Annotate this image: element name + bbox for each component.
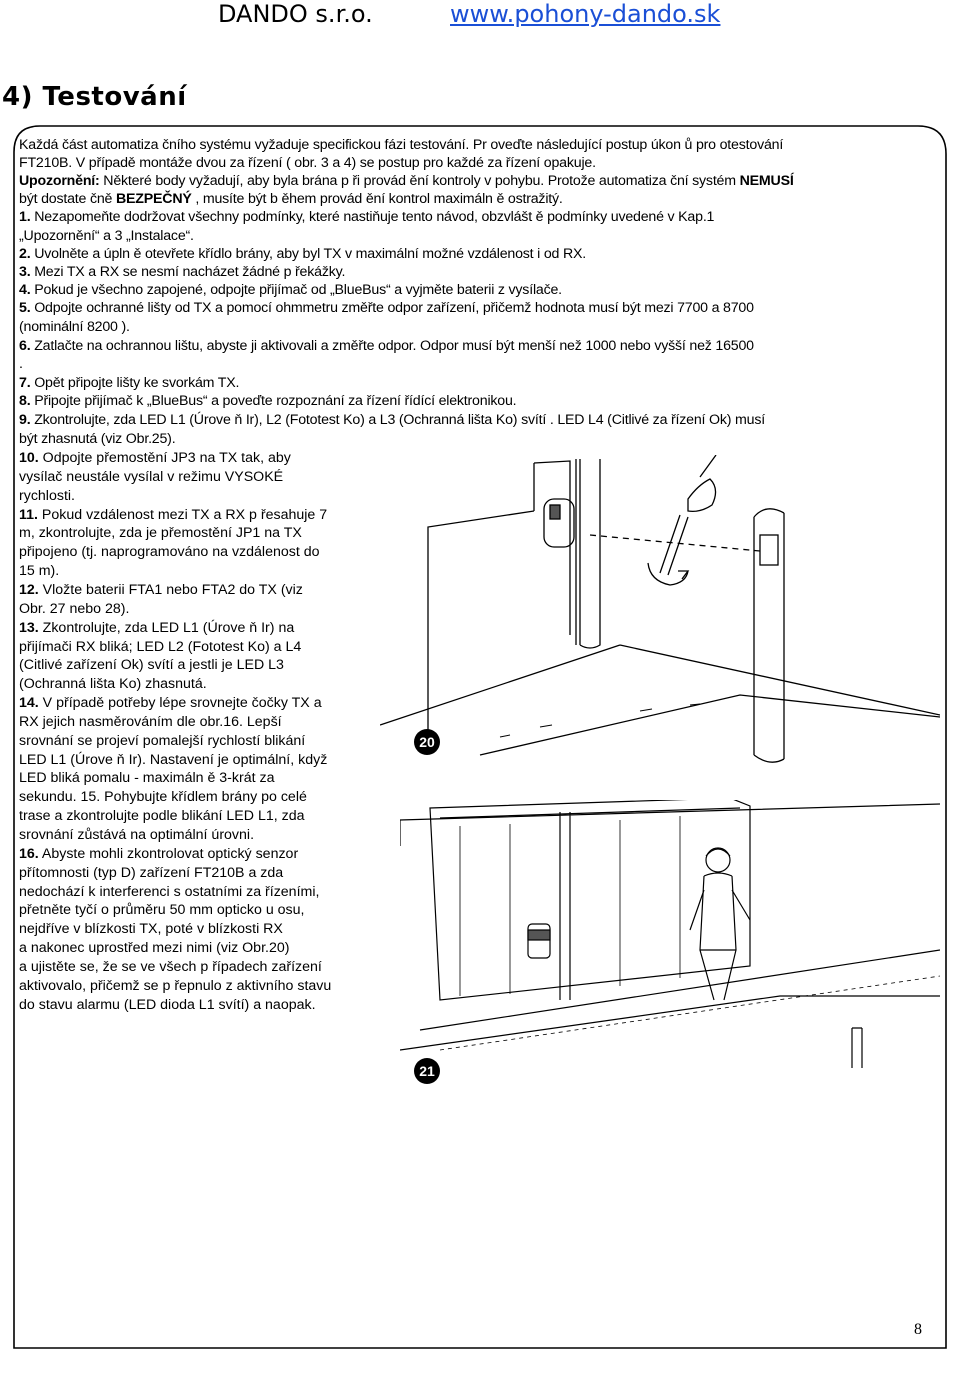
narrow-step-line: [19, 713, 379, 731]
narrow-step-line: [19, 958, 379, 976]
narrow-step-line: [19, 619, 379, 637]
step-number: 9.: [19, 412, 31, 428]
narrow-step-line: [19, 543, 379, 561]
step-text: RX jejich nasměrováním dle obr.16. Lepší: [19, 714, 282, 730]
warning-label: Upozornění:: [19, 173, 100, 189]
intro-line-1: Každá část automatiza čního systému vyžaduje specifickou fázi testování. Pr oveďte následující postup úkon ů pro otestování: [19, 137, 784, 153]
step-1-line-2: [19, 227, 194, 245]
step-text: Odpojte ochranné lišty od TX a pomocí ohmmetru změřte odpor zařízení, přičemž hodnota musí být mezi 7700 a 8700: [34, 300, 754, 316]
step-text: V případě potřeby lépe srovnejte čočky TX a: [38, 695, 322, 711]
step-number: 7.: [19, 375, 31, 391]
narrow-step-line: [19, 826, 379, 844]
narrow-step-line: [19, 694, 379, 712]
step-text: Zkontrolujte, zda LED L1 (Úrove ň Ir) na: [38, 620, 295, 636]
step-text: Zatlačte na ochrannou lištu, abyste ji aktivovali a změřte odpor. Odpor musí být menší než 1000 nebo vyšší než 16500: [34, 338, 754, 354]
step-text: aktivovalo, přičemž se p řepnulo z aktivního stavu: [19, 978, 332, 994]
narrow-step-line: [19, 449, 379, 467]
step-text: m, zkontrolujte, zda je přemostění JP1 na TX: [19, 525, 302, 541]
step-number: 8.: [19, 393, 31, 409]
step-number: 6.: [19, 338, 31, 354]
step-text: sekundu. 15. Pohybujte křídlem brány po celé: [19, 789, 307, 805]
step-8-line-1: [19, 392, 516, 410]
narrow-step-line: [19, 656, 379, 674]
step-3-line-1: [19, 263, 345, 281]
step-4-line-1: [19, 281, 562, 299]
warning-line-1: [19, 172, 794, 190]
narrow-step-line: [19, 468, 379, 486]
warning-emphasis: NEMUSÍ: [739, 173, 794, 189]
narrow-step-line: [19, 524, 379, 542]
step-text: LED bliká pomalu - maximáln ě 3-krát za: [19, 770, 275, 786]
narrow-step-line: [19, 487, 379, 505]
step-text: srovnání zůstává na optimální úrovni.: [19, 827, 255, 843]
step-text: nedochází k interferenci s ostatními za řízeními,: [19, 884, 320, 900]
step-number: 5.: [19, 300, 31, 316]
step-text: (Ochranná lišta Ko) zhasnutá.: [19, 676, 207, 692]
step-2-line-1: [19, 245, 586, 263]
step-text: nejdříve v blízkosti TX, poté v blízkosti RX: [19, 921, 283, 937]
narrow-step-line: [19, 769, 379, 787]
header-company: DANDO s.r.o.: [218, 0, 373, 28]
step-text: Odpojte přemostění JP3 na TX tak, aby: [38, 450, 291, 466]
warning-emphasis: BEZPEČNÝ: [115, 191, 192, 207]
step-text: Abyste mohli zkontrolovat optický senzor: [38, 846, 299, 862]
narrow-step-line: [19, 845, 379, 863]
step-text: rychlosti.: [19, 488, 75, 504]
narrow-step-line: [19, 977, 379, 995]
step-text: LED L1 (Úrove ň Ir). Nastavení je optimální, když: [19, 752, 328, 768]
step-text: 15 m).: [19, 563, 60, 579]
step-text: srovnání se projeví pomalejší rychlostí blikání: [19, 733, 306, 749]
figure-20-illustration: [380, 455, 940, 790]
step-number: 3.: [19, 264, 31, 280]
narrow-step-line: [19, 675, 379, 693]
step-6-line-1: [19, 337, 754, 355]
narrow-step-line: [19, 996, 379, 1014]
section-title: 4) Testování: [2, 82, 187, 112]
step-7-line-1: [19, 374, 239, 392]
step-text: „Upozornění“ a 3 „Instalace“.: [19, 228, 194, 244]
step-number: 11.: [19, 507, 38, 523]
warning-line-2: být dostate čně BEZPEČNÝ , musíte být b ěhem provád ění kontrol maximáln ě ostražitý.: [19, 191, 563, 207]
step-text: připojeno (tj. naprogramováno na vzdálenost do: [19, 544, 320, 560]
step-text: přijímači RX bliká; LED L2 (Fototest Ko) a L4: [19, 639, 302, 655]
step-text: přítomnosti (typ D) zařízení FT210B a zda: [19, 865, 284, 881]
step-text: (Citlivé zařízení Ok) svítí a jestli je LED L3: [19, 657, 284, 673]
step-number: 10.: [19, 450, 39, 466]
step-number: 2.: [19, 246, 31, 262]
step-text: trase a zkontrolujte podle blikání LED L1, zda: [19, 808, 305, 824]
figure-21-label: 21: [414, 1058, 440, 1084]
narrow-step-line: [19, 751, 379, 769]
step-text: Zkontrolujte, zda LED L1 (Úrove ň Ir), L2 (Fototest Ko) a L3 (Ochranná lišta Ko) svítí . LED L4 (Citlivé za řízení Ok) musí: [34, 412, 765, 428]
narrow-step-line: [19, 788, 379, 806]
narrow-step-line: [19, 506, 379, 524]
step-text: do stavu alarmu (LED dioda L1 svítí) a naopak.: [19, 997, 316, 1013]
narrow-step-line: [19, 732, 379, 750]
narrow-step-line: [19, 883, 379, 901]
step-text: Připojte přijímač k „BlueBus“ a poveďte rozpoznání za řízení řídící elektronikou.: [34, 393, 517, 409]
step-5-line-1: [19, 299, 754, 317]
step-text: a ujistěte se, že se ve všech p řípadech zařízení: [19, 959, 322, 975]
narrow-step-line: [19, 939, 379, 957]
step-number: 4.: [19, 282, 31, 298]
step-text: přetněte tyčí o průměru 50 mm opticko u osu,: [19, 902, 305, 918]
step-text: Nezapomeňte dodržovat všechny podmínky, které nastiňuje tento návod, obzvlášt ě podmínky uvedené v Kap.1: [34, 209, 715, 225]
step-text: být zhasnutá (viz Obr.25).: [19, 431, 176, 447]
narrow-step-line: [19, 581, 379, 599]
narrow-step-line: [19, 807, 379, 825]
step-number: 13.: [19, 620, 39, 636]
step-text: vysílač neustále vysílal v režimu VYSOKÉ: [19, 469, 284, 485]
step-text: Uvolněte a úpln ě otevřete křídlo brány, aby byl TX v maximální možné vzdálenost i od RX.: [34, 246, 587, 262]
step-9-line-1: [19, 411, 765, 429]
step-number: 12.: [19, 582, 39, 598]
step-text: Opět připojte lišty ke svorkám TX.: [34, 375, 240, 391]
narrow-step-line: [19, 600, 379, 618]
narrow-step-line: [19, 901, 379, 919]
step-number: 1.: [19, 209, 31, 225]
step-text: Pokud je všechno zapojené, odpojte přijímač od „BlueBus“ a vyjměte baterii z vysílače.: [34, 282, 562, 298]
intro-line-2: FT210B. V případě montáže dvou za řízení ( obr. 3 a 4) se postup pro každé za řízení opakuje.: [19, 155, 596, 171]
step-text: Mezi TX a RX se nesmí nacházet žádné p řekážky.: [34, 264, 346, 280]
figure-20-label: 20: [414, 729, 440, 755]
warning-text: Některé body vyžadují, aby byla brána p ři provád ění kontroly v pohybu. Protože automatiza ční systém: [99, 173, 740, 189]
step-5-line-2: [19, 318, 130, 336]
step-text: (nominální 8200 ).: [19, 319, 130, 335]
narrow-step-line: [19, 920, 379, 938]
step-text: Vložte baterii FTA1 nebo FTA2 do TX (viz: [38, 582, 303, 598]
step-text: Obr. 27 nebo 28).: [19, 601, 130, 617]
step-number: 16.: [19, 846, 39, 862]
step-6-line-2: [19, 355, 23, 373]
step-text: .: [19, 356, 23, 372]
step-9-line-2: [19, 430, 175, 448]
narrow-step-line: [19, 638, 379, 656]
narrow-step-line: [19, 562, 379, 580]
page-number: 8: [914, 1321, 922, 1338]
header-website-link[interactable]: www.pohony-dando.sk: [450, 0, 721, 28]
step-1-line-1: [19, 208, 714, 226]
figure-21-illustration: [400, 800, 940, 1100]
step-text: a nakonec uprostřed mezi nimi (viz Obr.20): [19, 940, 290, 956]
step-number: 14.: [19, 695, 39, 711]
step-text: Pokud vzdálenost mezi TX a RX p řesahuje 7: [37, 507, 328, 523]
narrow-step-line: [19, 864, 379, 882]
